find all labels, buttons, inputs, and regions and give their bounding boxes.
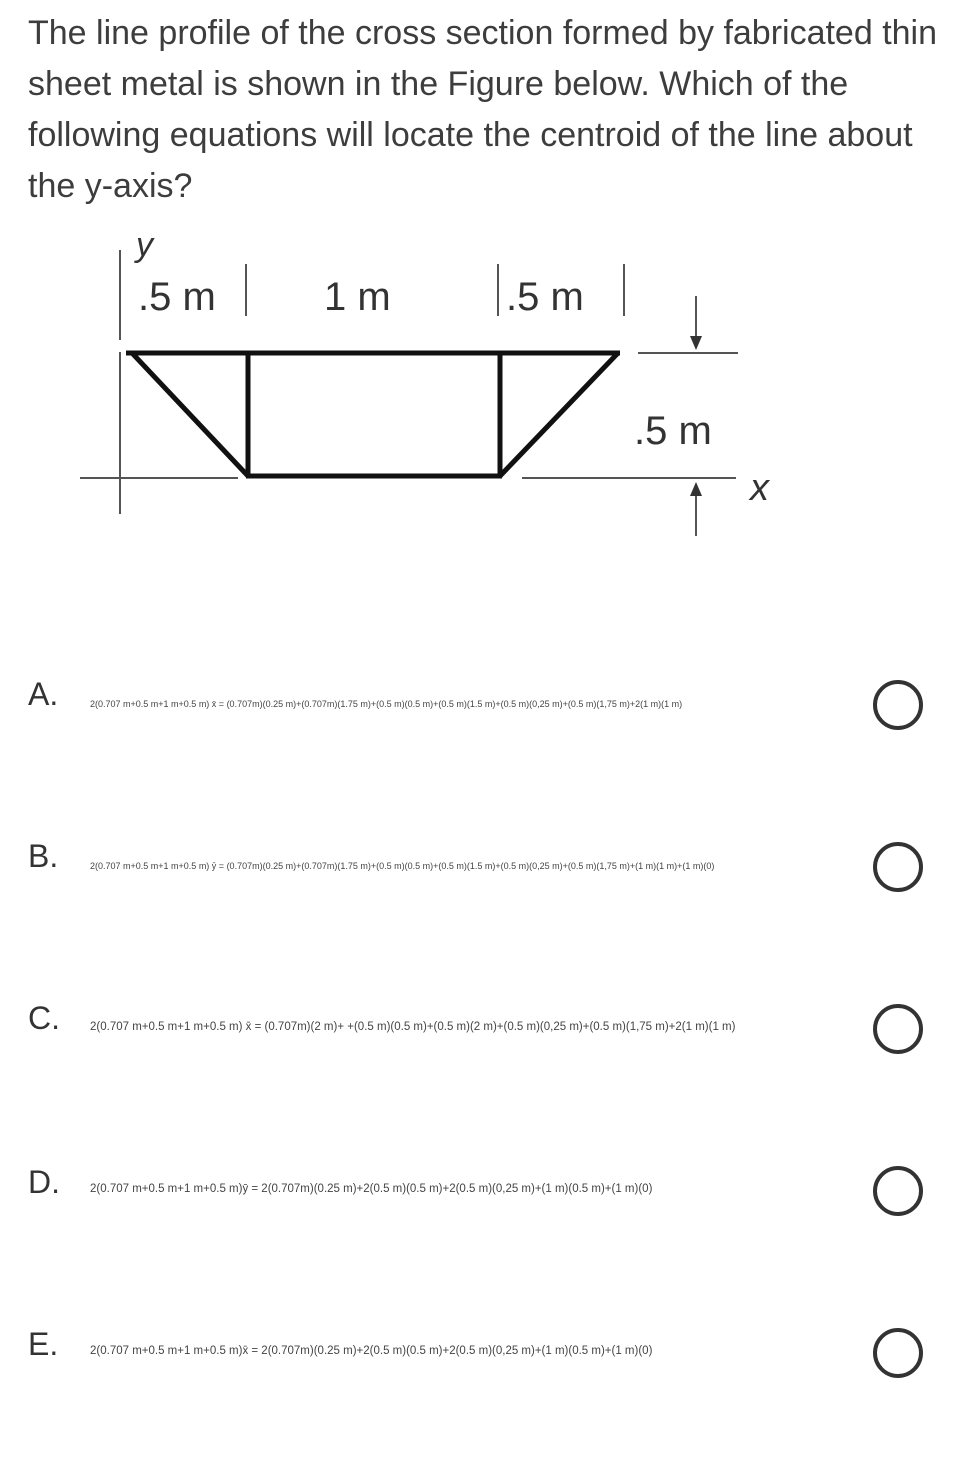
dim-middle-label: 1 m [324,275,391,319]
option-b-letter: B. [28,838,59,874]
option-a-letter: A. [28,676,59,712]
dim-left-label: .5 m [138,275,216,319]
option-b-formula: 2(0.707 m+0.5 m+1 m+0.5 m) ȳ = (0.707m)(0.25 m)+(0.707m)(1.75 m)+(0.5 m)(0.5 m)+(0.5 m)(1.5 m)+(0.5 m)(0,25 m)+(0.5 m)(1,75 m)+(1 m)(1 m)+(1 m)(0) [90,861,715,871]
option-e[interactable] [0,1288,974,1418]
dim-height-label: .5 m [634,409,712,453]
cross-section-figure [60,222,800,592]
option-d[interactable] [0,1126,974,1256]
option-a-radio[interactable] [873,680,923,730]
option-e-letter: E. [28,1326,59,1362]
cross-section-diagram [60,222,800,592]
option-e-formula: 2(0.707 m+0.5 m+1 m+0.5 m)x̄ = 2(0.707m)(0.25 m)+2(0.5 m)(0.5 m)+2(0.5 m)(0,25 m)+(1 m)(0.5 m)+(1 m)(0) [90,1345,653,1357]
profile-right-diagonal [500,353,618,476]
height-arrow-top-head [690,336,702,350]
height-arrow-bottom-head [690,482,702,496]
profile-left-diagonal [132,353,248,476]
option-c[interactable] [0,964,974,1094]
option-e-radio[interactable] [873,1328,923,1378]
dim-right-label: .5 m [506,275,584,319]
option-a[interactable] [0,640,974,770]
x-axis-label: x [750,467,769,509]
option-d-formula: 2(0.707 m+0.5 m+1 m+0.5 m)ȳ = 2(0.707m)(0.25 m)+2(0.5 m)(0.5 m)+2(0.5 m)(0,25 m)+(1 m)(0.5 m)+(1 m)(0) [90,1183,653,1195]
option-b[interactable] [0,802,974,932]
option-a-formula: 2(0.707 m+0.5 m+1 m+0.5 m) x̄ = (0.707m)(0.25 m)+(0.707m)(1.75 m)+(0.5 m)(0.5 m)+(0.5 m)(1.5 m)+(0.5 m)(0,25 m)+(0.5 m)(1,75 m)+2(1 m)(1 m) [90,699,683,709]
option-b-radio[interactable] [873,842,923,892]
option-c-radio[interactable] [873,1004,923,1054]
option-c-formula: 2(0.707 m+0.5 m+1 m+0.5 m) x̄ = (0.707m)(2 m)+ +(0.5 m)(0.5 m)+(0.5 m)(2 m)+(0.5 m)(0,25 m)+(0.5 m)(1,75 m)+2(1 m)(1 m) [90,1021,736,1033]
y-axis-label: y [136,226,153,264]
question-text: The line profile of the cross section formed by fabricated thin sheet metal is shown in the Figure below. Which of the following equations will locate the centroid of the line about the y-axis? [28,14,938,205]
option-c-letter: C. [28,1000,60,1036]
option-d-letter: D. [28,1164,60,1200]
option-d-radio[interactable] [873,1166,923,1216]
